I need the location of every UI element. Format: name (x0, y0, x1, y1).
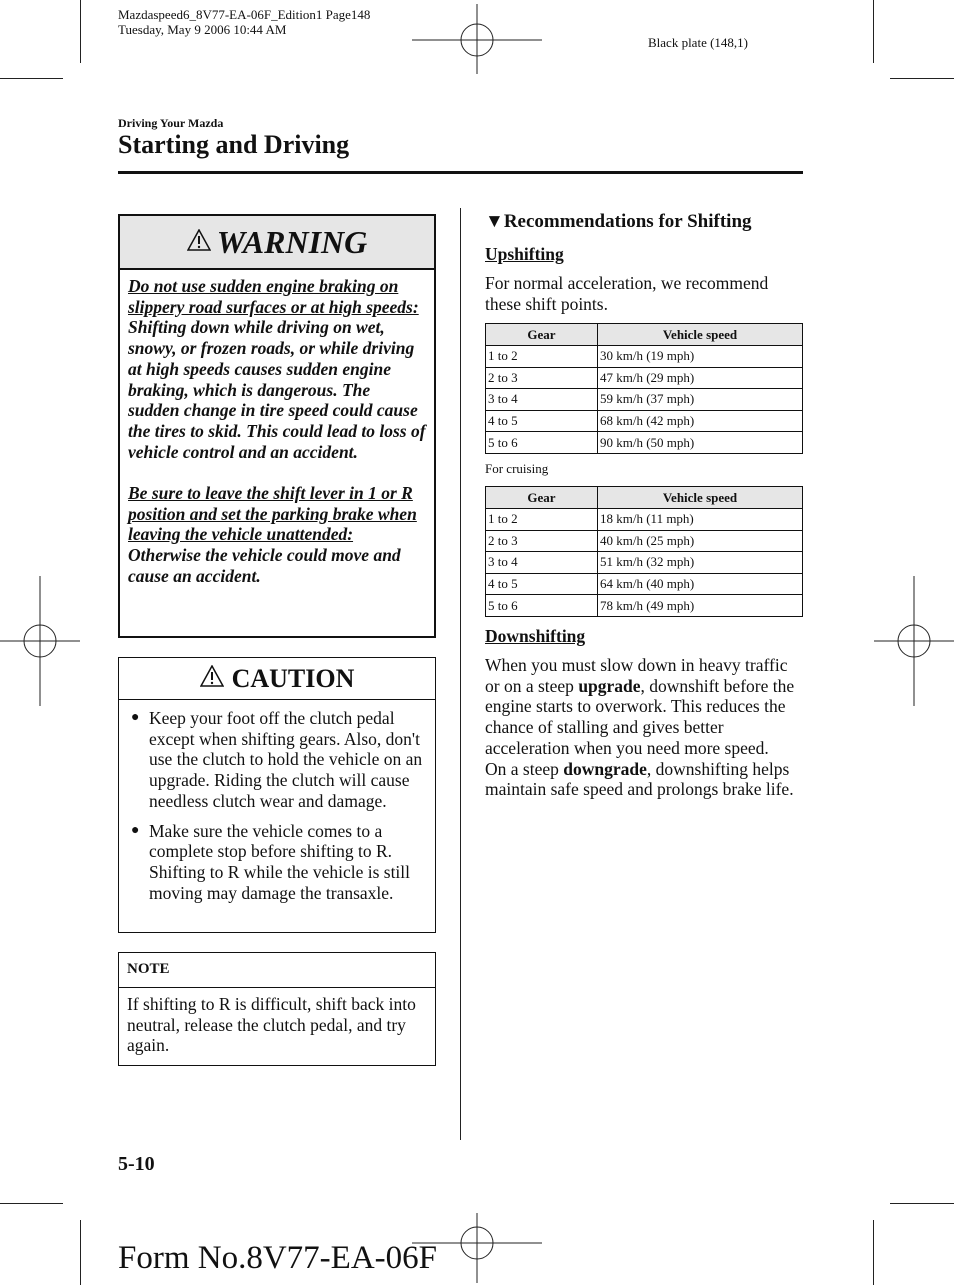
bullet-icon: ● (131, 822, 140, 838)
registration-mark-icon (874, 576, 954, 706)
print-header-line: Mazdaspeed6_8V77-EA-06F_Edition1 Page148 (118, 7, 371, 22)
gear-cell: 2 to 3 (486, 530, 598, 552)
registration-mark-icon (412, 4, 542, 74)
speed-cell: 68 km/h (42 mph) (598, 410, 803, 432)
speed-cell: 18 km/h (11 mph) (598, 509, 803, 531)
downshifting-keyword: downgrade (563, 758, 647, 779)
downshifting-heading: Downshifting (485, 626, 586, 646)
crop-mark (890, 78, 954, 79)
upshift-table (485, 323, 803, 454)
warning-body (120, 270, 434, 587)
downshifting-text-part: When you must slow down in heavy traffic or on a steep (485, 655, 788, 696)
warning-box (118, 214, 436, 638)
crop-mark (873, 0, 874, 63)
triangle-down-icon: ▼ (485, 211, 504, 232)
print-header-line: Tuesday, May 9 2006 10:44 AM (118, 22, 287, 37)
table-row (486, 530, 803, 552)
downshifting-text-part: , downshift before the engine starts to overwork. This reduces the chance of stalling and gives better acceleration when you need more speed. (485, 675, 795, 758)
table-header-row (486, 324, 803, 346)
warning-header (120, 216, 434, 270)
column-header: Gear (486, 487, 598, 509)
page-title: Starting and Driving (118, 130, 350, 159)
gear-cell: 4 to 5 (486, 410, 598, 432)
title-rule (118, 171, 803, 174)
registration-mark-icon (0, 576, 80, 706)
table-row (486, 552, 803, 574)
caution-triangle-icon (200, 665, 224, 692)
speed-cell: 40 km/h (25 mph) (598, 530, 803, 552)
gear-cell: 2 to 3 (486, 367, 598, 389)
caution-item-text: Make sure the vehicle comes to a complete stop before shifting to R. Shifting to R while the vehicle is still moving may damage the transaxle. (149, 820, 411, 903)
table-row (486, 432, 803, 454)
crop-mark (80, 0, 81, 63)
gear-cell: 3 to 4 (486, 389, 598, 411)
recommendations-heading-text: Recommendations for Shifting (503, 211, 752, 232)
caution-header (119, 658, 435, 700)
section-label: Driving Your Mazda (118, 116, 224, 130)
bullet-icon: ● (131, 710, 140, 725)
crop-mark (0, 1203, 63, 1204)
downshifting-text-part: , downshifting helps maintain safe speed and prolongs brake life. (485, 758, 794, 800)
gear-cell: 3 to 4 (486, 552, 598, 574)
column-header: Vehicle speed (598, 324, 803, 346)
page-number: 5-10 (118, 1153, 155, 1175)
speed-cell: 90 km/h (50 mph) (598, 432, 803, 454)
caution-item-text: Keep your foot off the clutch pedal except when shifting gears. Also, don't use the clutch to hold the vehicle on an upgrade. Riding the clutch will cause needless clutch wear and damage. (149, 708, 423, 811)
table-row (486, 389, 803, 411)
speed-cell: 47 km/h (29 mph) (598, 367, 803, 389)
speed-cell: 78 km/h (49 mph) (598, 595, 803, 617)
list-item (129, 708, 429, 812)
warning-triangle-icon (187, 229, 211, 256)
table-row (486, 595, 803, 617)
table-row (486, 509, 803, 531)
gear-cell: 5 to 6 (486, 595, 598, 617)
caution-list (119, 700, 435, 903)
speed-cell: 51 km/h (32 mph) (598, 552, 803, 574)
crop-mark (890, 1203, 954, 1204)
recommendations-heading (485, 211, 752, 233)
column-divider (460, 208, 461, 1140)
caution-box (118, 657, 436, 933)
warning-subheading: Be sure to leave the shift lever in 1 or R position and set the parking brake when leaving the vehicle unattended: (128, 483, 417, 545)
column-header: Gear (486, 324, 598, 346)
table-row (486, 346, 803, 368)
warning-text: Shifting down while driving on wet, snowy, or frozen roads, or while driving at high speeds causes sudden engine braking, which is dangerous. The sudden change in tire speed could cause the tires to skid. This could lead to loss of vehicle control and an accident. (128, 317, 426, 462)
warning-subheading: Do not use sudden engine braking on slippery road surfaces or at high speeds: (128, 276, 419, 317)
list-item (129, 821, 429, 904)
downshifting-text (485, 655, 803, 800)
downshifting-keyword: upgrade (578, 675, 641, 696)
speed-cell: 30 km/h (19 mph) (598, 346, 803, 368)
note-text: If shifting to R is difficult, shift back into neutral, release the clutch pedal, and try again. (127, 994, 416, 1056)
gear-cell: 5 to 6 (486, 432, 598, 454)
upshifting-heading: Upshifting (485, 244, 564, 264)
cruising-label: For cruising (485, 461, 549, 476)
gear-cell: 1 to 2 (486, 509, 598, 531)
crop-mark (0, 78, 63, 79)
table-row (486, 573, 803, 595)
speed-cell: 64 km/h (40 mph) (598, 573, 803, 595)
warning-title: WARNING (216, 223, 368, 260)
downshifting-text-part: On a steep (485, 758, 564, 779)
plate-label: Black plate (148,1) (648, 35, 748, 50)
form-number: Form No.8V77-EA-06F (118, 1240, 437, 1276)
table-row (486, 367, 803, 389)
crop-mark (80, 1220, 81, 1285)
speed-cell: 59 km/h (37 mph) (598, 389, 803, 411)
crop-mark (873, 1220, 874, 1285)
table-row (486, 410, 803, 432)
upshifting-intro: For normal acceleration, we recommend these shift points. (485, 273, 769, 314)
print-header (118, 7, 370, 37)
note-title: NOTE (119, 953, 435, 988)
column-header: Vehicle speed (598, 487, 803, 509)
caution-title: CAUTION (231, 663, 355, 693)
table-header-row (486, 487, 803, 509)
cruising-table (485, 486, 803, 617)
gear-cell: 1 to 2 (486, 346, 598, 368)
gear-cell: 4 to 5 (486, 573, 598, 595)
note-box (118, 952, 436, 1066)
warning-text: Otherwise the vehicle could move and cause an accident. (128, 545, 401, 586)
